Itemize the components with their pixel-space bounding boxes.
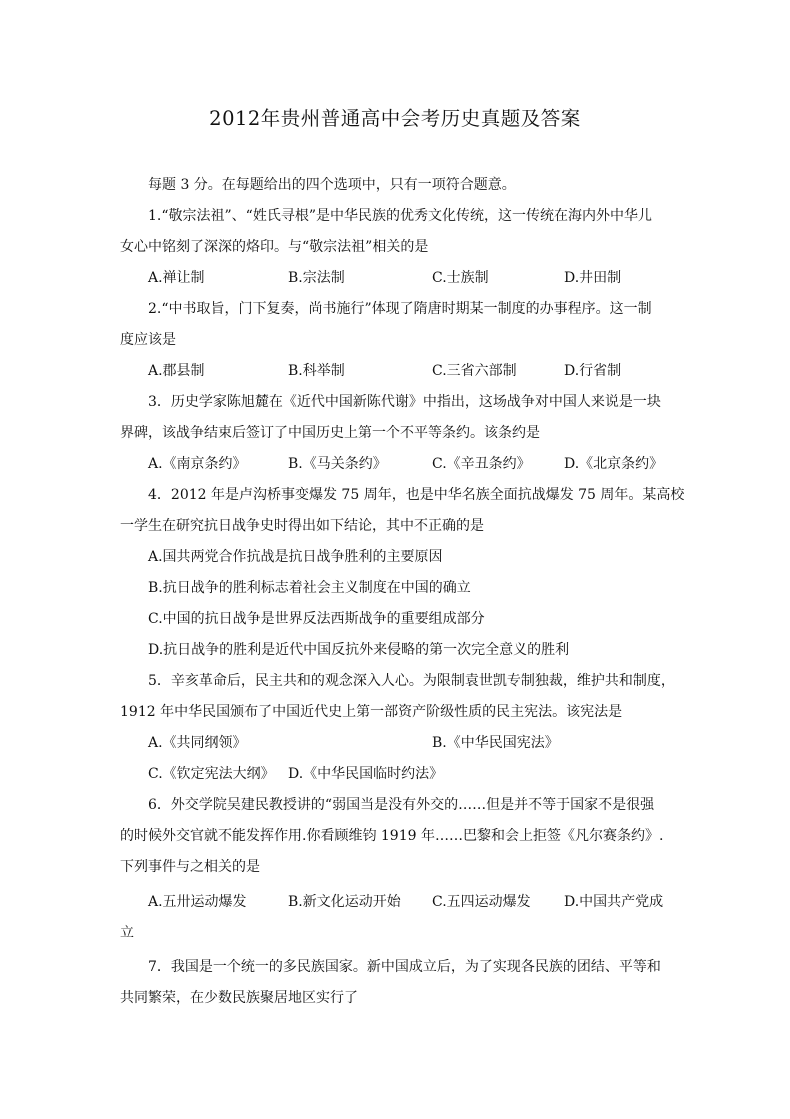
question-2-option-c: C.三省六部制 — [432, 363, 517, 379]
question-4-option-d: D.抗日战争的胜利是近代中国反抗外来侵略的第一次完全意义的胜利 — [148, 642, 570, 658]
question-2-option-b: B.科举制 — [288, 363, 345, 379]
question-4-option-a: A.国共两党合作抗战是抗日战争胜利的主要原因 — [148, 549, 443, 565]
question-5-line-2: 1912 年中华民国颁布了中国近代史上第一部资产阶级性质的民主宪法。该宪法是 — [120, 704, 623, 720]
question-1-line-2: 女心中铭刻了深深的烙印。与“敬宗法祖”相关的是 — [120, 239, 429, 255]
question-1-option-a: A.禅让制 — [148, 270, 205, 286]
question-7-line-1: 7．我国是一个统一的多民族国家。新中国成立后，为了实现各民族的团结、平等和 — [148, 959, 661, 975]
question-1-option-c: C.士族制 — [432, 270, 489, 286]
question-4-line-2: 一学生在研究抗日战争史时得出如下结论，其中不正确的是 — [120, 518, 484, 534]
question-1-option-b: B.宗法制 — [288, 270, 345, 286]
instructions: 每题 3 分。在每题给出的四个选项中，只有一项符合题意。 — [148, 177, 516, 193]
question-4-line-1: 4．2012 年是卢沟桥事变爆发 75 周年，也是中华名族全面抗战爆发 75 周年。某高校 — [148, 487, 685, 503]
question-1-line-1: 1.“敬宗法祖”、“姓氏寻根”是中华民族的优秀文化传统，这一传统在海内外中华儿 — [148, 208, 652, 224]
question-6-option-c: C.五四运动爆发 — [432, 894, 531, 910]
question-4-option-c: C.中国的抗日战争是世界反法西斯战争的重要组成部分 — [148, 611, 485, 627]
question-6-line-1: 6．外交学院吴建民教授讲的“弱国当是没有外交的……但是并不等于国家不是很强 — [148, 797, 655, 813]
question-6-line-2: 的时候外交官就不能发挥作用.你看顾维钧 1919 年……巴黎和会上拒签《凡尔赛条约》. — [120, 828, 664, 844]
question-2-option-a: A.郡县制 — [148, 363, 205, 379]
question-6-option-d: D.中国共产党成 — [564, 894, 664, 910]
question-2-option-d: D.行省制 — [564, 363, 622, 379]
question-2-line-1: 2.“中书取旨，门下复奏，尚书施行”体现了隋唐时期某一制度的办事程序。这一制 — [148, 301, 652, 317]
question-3-option-a: A.《南京条约》 — [148, 456, 247, 472]
page-title: 2012年贵州普通高中会考历史真题及答案 — [209, 107, 581, 130]
question-6-line-3: 下列事件与之相关的是 — [120, 859, 260, 875]
question-2-line-2: 度应该是 — [120, 332, 176, 348]
question-4-option-b: B.抗日战争的胜利标志着社会主义制度在中国的确立 — [148, 580, 471, 596]
question-5-option-d: D.《中华民国临时约法》 — [288, 766, 444, 782]
question-3-option-c: C.《辛丑条约》 — [432, 456, 531, 472]
question-5-option-c: C.《钦定宪法大纲》 — [148, 766, 275, 782]
question-3-line-2: 界碑，该战争结束后签订了中国历史上第一个不平等条约。该条约是 — [120, 425, 540, 441]
question-6-option-d-continued: 立 — [120, 925, 134, 941]
question-3-option-b: B.《马关条约》 — [288, 456, 387, 472]
question-5-line-1: 5．辛亥革命后，民主共和的观念深入人心。为限制袁世凯专制独裁，维护共和制度， — [148, 673, 675, 689]
question-3-line-1: 3．历史学家陈旭麓在《近代中国新陈代谢》中指出，这场战争对中国人来说是一块 — [148, 394, 661, 410]
question-3-option-d: D.《北京条约》 — [564, 456, 664, 472]
question-5-option-a: A.《共同纲领》 — [148, 735, 247, 751]
question-1-option-d: D.井田制 — [564, 270, 622, 286]
question-7-line-2: 共同繁荣，在少数民族聚居地区实行了 — [120, 990, 358, 1006]
question-5-option-b: B.《中华民国宪法》 — [432, 735, 559, 751]
question-6-option-a: A.五卅运动爆发 — [148, 894, 247, 910]
question-6-option-b: B.新文化运动开始 — [288, 894, 401, 910]
